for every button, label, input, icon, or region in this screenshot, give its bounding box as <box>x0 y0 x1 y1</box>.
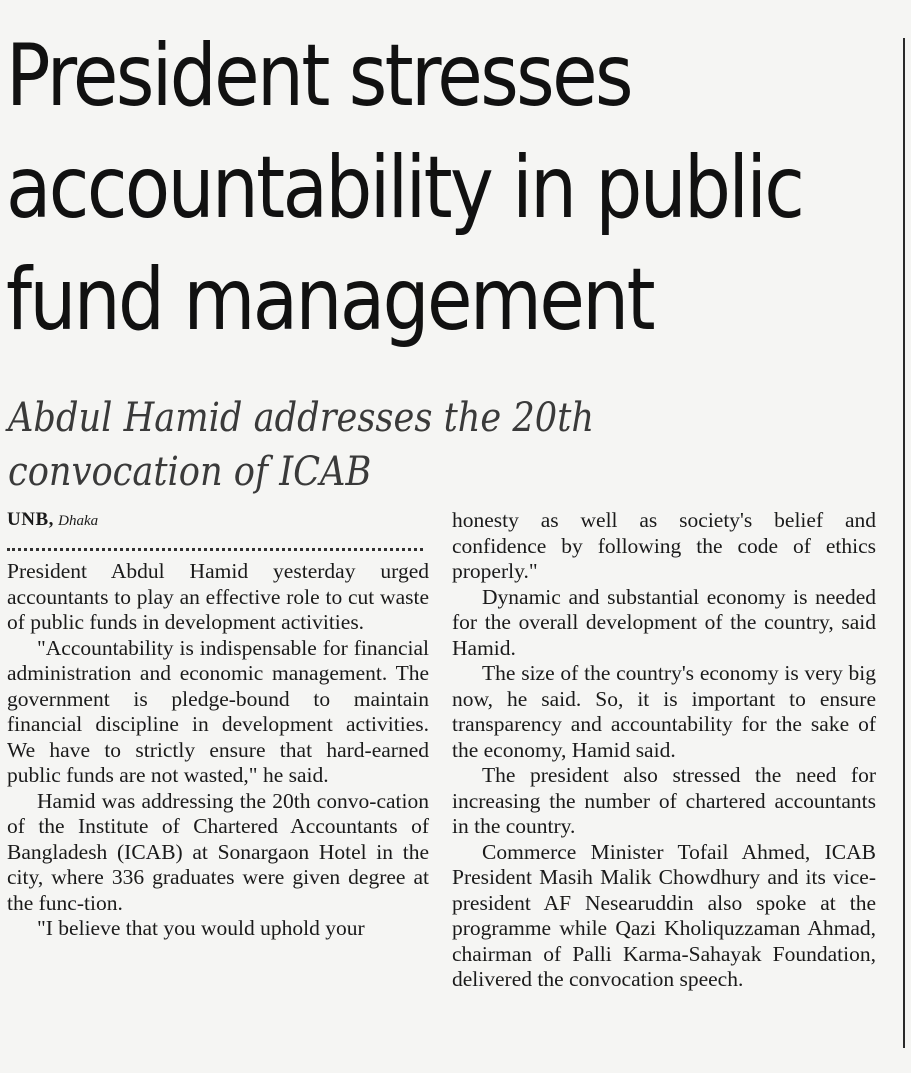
article-column-right <box>452 508 876 993</box>
paragraph-1: President Abdul Hamid yesterday urged accountants to play an effective role to cut waste of public funds in development activities. <box>7 559 429 634</box>
paragraph-4-continued: honesty as well as society's belief and confidence by following the code of ethics properly." <box>452 508 876 583</box>
headline <box>6 20 803 356</box>
subheadline-line-1: Abdul Hamid addresses the 20th <box>8 395 595 441</box>
headline-line-3: fund management <box>6 250 653 350</box>
paragraph-4-start: "I believe that you would uphold your <box>37 916 365 940</box>
paragraph-8: Commerce Minister Tofail Ahmed, ICAB President Masih Malik Chowdhury and its vice-president AF Nesearuddin also spoke at the programme while Qazi Kholiquzzaman Ahmad, chairman of Palli Karma-Sahayak Foundation, delivered the convocation speech. <box>452 839 876 991</box>
byline-place: Dhaka <box>58 513 99 529</box>
column-rule <box>903 38 905 1048</box>
paragraph-7: The president also stressed the need for increasing the number of chartered accountants in the country. <box>452 763 876 838</box>
paragraph-2: "Accountability is indispensable for financial administration and economic management. The government is pledge-bound to maintain financial discipline in development activities. We have to strictly ensure that hard-earned public funds are not wasted," he said. <box>7 635 429 787</box>
byline <box>7 508 429 532</box>
article-column-left <box>7 508 429 942</box>
subheadline <box>8 391 782 499</box>
byline-agency: UNB, <box>7 509 54 530</box>
headline-line-1: President stresses <box>6 26 631 126</box>
paragraph-5: Dynamic and substantial economy is needed for the overall development of the country, said Hamid. <box>452 584 876 660</box>
paragraph-6: The size of the country's economy is very big now, he said. So, it is important to ensure transparency and accountability for the sake of the economy, Hamid said. <box>452 661 876 762</box>
headline-line-2: accountability in public <box>6 138 803 238</box>
dotted-divider <box>7 548 423 551</box>
paragraph-3: Hamid was addressing the 20th convo-cation of the Institute of Chartered Accountants of Bangladesh (ICAB) at Sonargaon Hotel in the city, where 336 graduates were given degree at the func-tion. <box>7 788 429 915</box>
subheadline-line-2: convocation of ICAB <box>8 449 372 495</box>
